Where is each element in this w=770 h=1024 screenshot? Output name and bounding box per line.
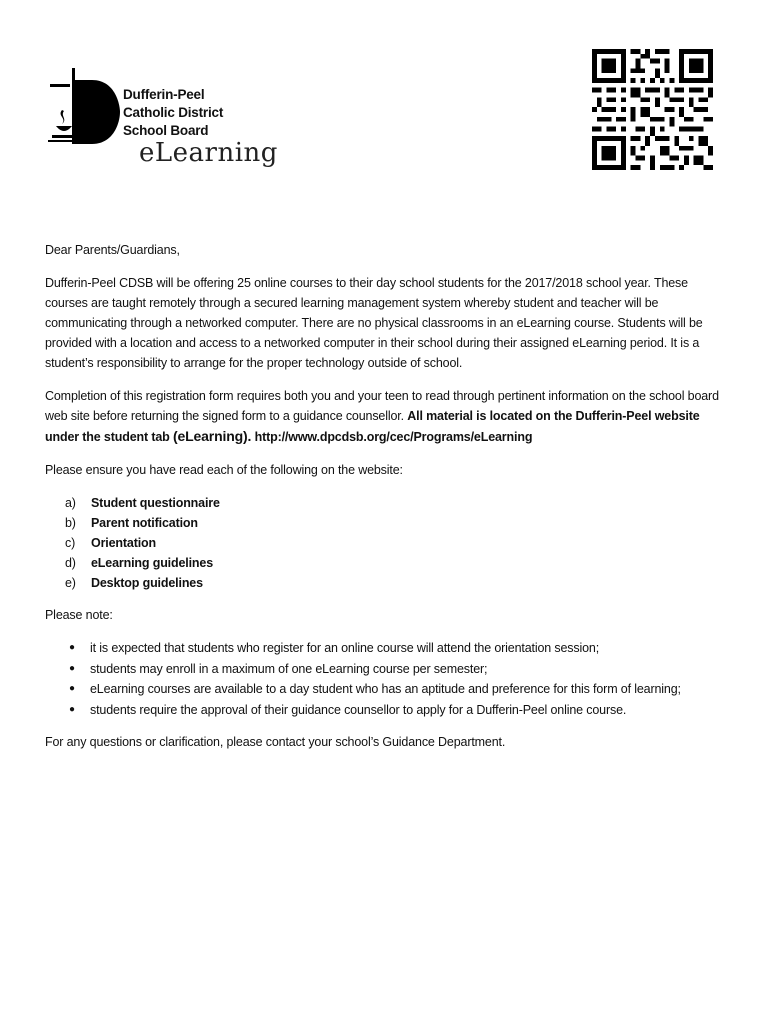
registration-paragraph [45, 386, 725, 447]
list-item-label: Desktop guidelines [91, 576, 203, 590]
bullet-icon: ● [69, 642, 75, 653]
list-item [45, 513, 725, 533]
intro-paragraph: Dufferin-Peel CDSB will be offering 25 online courses to their day school students for the 2017/2018 school year. These courses are taught remotely through a secured learning management system whereby student and teacher will be communicating through a networked computer. There are no physical classrooms in an eLearning course. Students will be provided with a location and access to a networked computer in their school during their assigned eLearning period. It is a student’s responsibility to arrange for the proper technology outside of school. [45, 276, 703, 370]
note-text: students may enroll in a maximum of one eLearning course per semester; [90, 661, 488, 676]
list-item [45, 493, 725, 513]
org-name [123, 86, 223, 140]
note-text: students require the approval of their guidance counsellor to apply for a Dufferin-Peel online course. [90, 702, 627, 717]
org-name-line-1: Dufferin-Peel [123, 87, 205, 102]
list-item [45, 679, 725, 700]
bullet-icon: ● [69, 703, 75, 715]
note-text: it is expected that students who register for an online course will attend the orientation session; [90, 641, 600, 655]
student-tab-label: (eLearning). [172, 428, 252, 444]
list-item [45, 553, 725, 573]
list-item-label: eLearning guidelines [91, 556, 214, 570]
list-item [45, 659, 725, 680]
list-marker: b) [65, 516, 76, 530]
material-location-note: All material is located on the Dufferin-Peel website under the student tab [45, 409, 700, 444]
list-item [45, 700, 725, 721]
closing-line: For any questions or clarification, please contact your school’s Guidance Department. [45, 735, 506, 749]
list-marker: d) [65, 556, 76, 570]
letter-body [45, 240, 725, 752]
list-item-label: Student questionnaire [91, 496, 220, 510]
bullet-icon: ● [69, 662, 75, 674]
cross-d-emblem-icon [44, 66, 124, 150]
school-board-logo [44, 66, 278, 176]
list-marker: a) [65, 496, 76, 510]
list-item-label: Parent notification [91, 516, 198, 530]
elearning-website-link[interactable]: http://www.dpcdsb.org/cec/Programs/eLearning [251, 430, 533, 444]
qr-code-icon [592, 49, 713, 170]
list-item [45, 573, 725, 593]
list-item-label: Orientation [91, 536, 157, 550]
elearning-logo-text: eLearning [139, 138, 278, 168]
list-marker: c) [65, 536, 76, 550]
registration-paragraph-text: Completion of this registration form requires both you and your teen to read through pertinent information on the school board web site before returning the signed form to a guidance counsellor. [45, 389, 719, 423]
list-item [45, 533, 725, 553]
org-name-line-3: School Board [123, 123, 209, 138]
salutation: Dear Parents/Guardians, [45, 243, 180, 257]
note-intro: Please note: [45, 608, 113, 622]
notes-list [45, 638, 725, 720]
ensure-intro: Please ensure you have read each of the following on the website: [45, 463, 403, 477]
list-item [45, 638, 725, 659]
org-name-line-2: Catholic District [123, 105, 224, 120]
bullet-icon: ● [69, 683, 75, 694]
note-text: eLearning courses are available to a day student who has an aptitude and preference for this form of learning; [90, 682, 681, 696]
required-reading-list [45, 493, 725, 593]
list-marker: e) [65, 576, 76, 590]
